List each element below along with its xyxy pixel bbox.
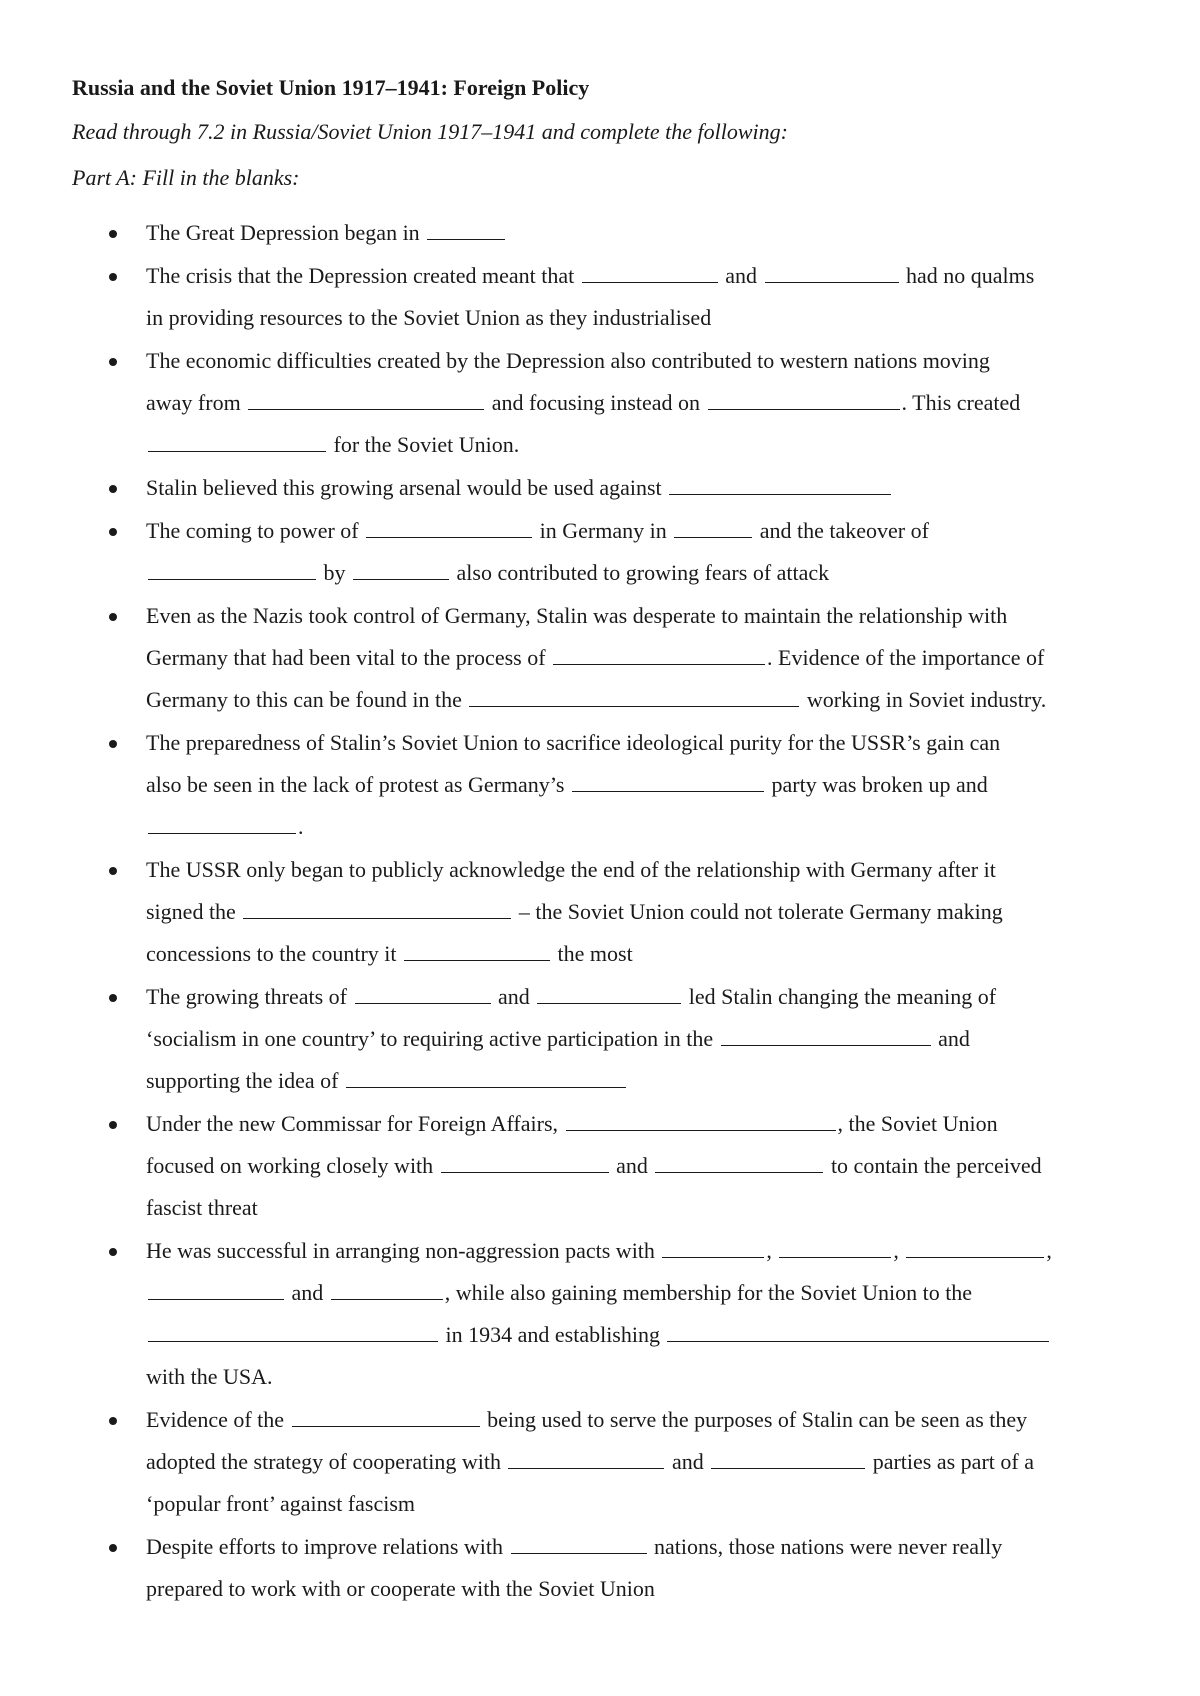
item-line	[146, 1103, 1136, 1145]
answer-blank[interactable]	[508, 1448, 664, 1469]
item-line	[146, 255, 1136, 297]
answer-blank[interactable]	[572, 771, 764, 792]
item-line	[146, 806, 1136, 848]
item-line	[146, 1230, 1136, 1272]
item-line	[146, 595, 1136, 637]
item-text: being used to serve the purposes of Stalin can be seen as they	[481, 1407, 1028, 1432]
answer-blank[interactable]	[148, 813, 296, 834]
answer-blank[interactable]	[674, 517, 752, 538]
answer-blank[interactable]	[566, 1110, 836, 1131]
answer-blank[interactable]	[243, 898, 511, 919]
bullet-icon	[109, 613, 117, 621]
bullet-icon	[109, 230, 117, 238]
list-item	[0, 722, 1136, 848]
item-line	[146, 424, 1136, 466]
item-text: The Great Depression began in	[146, 220, 426, 245]
answer-blank[interactable]	[248, 389, 484, 410]
list-item	[0, 212, 1136, 254]
item-line	[146, 1272, 1136, 1314]
answer-blank[interactable]	[355, 983, 491, 1004]
item-text: working in Soviet industry.	[801, 687, 1047, 712]
answer-blank[interactable]	[331, 1279, 443, 1300]
item-text: . This created	[901, 390, 1021, 415]
answer-blank[interactable]	[353, 559, 449, 580]
item-text: – the Soviet Union could not tolerate Germany making	[513, 899, 1003, 924]
item-text: in providing resources to the Soviet Union as they industrialised	[146, 305, 712, 330]
item-text: to contain the perceived	[825, 1153, 1042, 1178]
item-text: had no qualms	[900, 263, 1035, 288]
item-line	[146, 1399, 1136, 1441]
bullet-icon	[109, 1121, 117, 1129]
item-line	[146, 510, 1136, 552]
item-line	[146, 552, 1136, 594]
bullet-icon	[109, 1544, 117, 1552]
item-text: nations, those nations were never really	[648, 1534, 1003, 1559]
item-text: The USSR only began to publicly acknowledge the end of the relationship with Germany after it	[146, 857, 996, 882]
answer-blank[interactable]	[511, 1533, 647, 1554]
item-text: The preparedness of Stalin’s Soviet Union to sacrifice ideological purity for the USSR’s gain can	[146, 730, 1001, 755]
item-text: by	[318, 560, 351, 585]
answer-blank[interactable]	[708, 389, 900, 410]
answer-blank[interactable]	[366, 517, 532, 538]
answer-blank[interactable]	[537, 983, 681, 1004]
answer-blank[interactable]	[655, 1152, 823, 1173]
answer-blank[interactable]	[148, 1321, 438, 1342]
item-text: with the USA.	[146, 1364, 273, 1389]
bullet-icon	[109, 994, 117, 1002]
item-text: ,	[1046, 1238, 1052, 1263]
list-item	[0, 595, 1136, 721]
list-item	[0, 340, 1136, 466]
answer-blank[interactable]	[469, 686, 799, 707]
item-text: , while also gaining membership for the Soviet Union to the	[444, 1280, 973, 1305]
item-line	[146, 976, 1136, 1018]
answer-blank[interactable]	[582, 262, 718, 283]
item-text: for the Soviet Union.	[328, 432, 520, 457]
item-text: ,	[893, 1238, 905, 1263]
item-text: Germany to this can be found in the	[146, 687, 468, 712]
item-text: Evidence of the	[146, 1407, 290, 1432]
bullet-icon	[109, 1248, 117, 1256]
bullet-icon	[109, 1417, 117, 1425]
list-item	[0, 1399, 1136, 1525]
item-text: fascist threat	[146, 1195, 258, 1220]
answer-blank[interactable]	[441, 1152, 609, 1173]
bullet-icon	[109, 485, 117, 493]
item-line	[146, 382, 1136, 424]
list-item	[0, 849, 1136, 975]
bullet-icon	[109, 358, 117, 366]
item-text: Stalin believed this growing arsenal would be used against	[146, 475, 668, 500]
item-text: parties as part of a	[867, 1449, 1034, 1474]
item-line	[146, 1441, 1136, 1483]
bullet-icon	[109, 740, 117, 748]
item-text: and	[492, 984, 536, 1009]
item-line	[146, 764, 1136, 806]
answer-blank[interactable]	[292, 1406, 480, 1427]
item-text: Germany that had been vital to the process of	[146, 645, 552, 670]
item-text: concessions to the country it	[146, 941, 403, 966]
item-line	[146, 1483, 1136, 1525]
item-text: ,	[766, 1238, 778, 1263]
item-text: in Germany in	[534, 518, 673, 543]
item-line	[146, 340, 1136, 382]
item-line	[146, 849, 1136, 891]
item-line	[146, 1356, 1136, 1398]
answer-blank[interactable]	[404, 940, 550, 961]
answer-blank[interactable]	[765, 262, 899, 283]
list-item	[0, 976, 1136, 1102]
item-text: , the Soviet Union	[837, 1111, 998, 1136]
item-line	[146, 297, 1136, 339]
item-text: .	[298, 814, 304, 839]
item-text: also contributed to growing fears of attack	[451, 560, 830, 585]
item-line	[146, 212, 1136, 254]
item-text: in 1934 and establishing	[440, 1322, 666, 1347]
item-line	[146, 891, 1136, 933]
item-text: . Evidence of the importance of	[767, 645, 1045, 670]
item-text: He was successful in arranging non-aggression pacts with	[146, 1238, 661, 1263]
reading-instructions: Read through 7.2 in Russia/Soviet Union 1917–1941 and complete the following:	[72, 119, 788, 144]
list-item	[0, 510, 1136, 594]
item-line	[146, 467, 1136, 509]
item-text: The crisis that the Depression created meant that	[146, 263, 580, 288]
list-item	[0, 1230, 1136, 1398]
item-text: and	[932, 1026, 970, 1051]
item-text: focused on working closely with	[146, 1153, 439, 1178]
item-text: supporting the idea of	[146, 1068, 344, 1093]
item-text: away from	[146, 390, 247, 415]
item-text: led Stalin changing the meaning of	[683, 984, 997, 1009]
bullet-icon	[109, 867, 117, 875]
answer-blank[interactable]	[553, 644, 765, 665]
list-item	[0, 1526, 1136, 1610]
item-text: The economic difficulties created by the Depression also contributed to western nations moving	[146, 348, 990, 373]
item-text: The coming to power of	[146, 518, 365, 543]
answer-blank[interactable]	[148, 559, 316, 580]
answer-blank[interactable]	[779, 1237, 891, 1258]
item-line	[146, 1145, 1136, 1187]
item-line	[146, 1568, 1136, 1610]
item-text: Even as the Nazis took control of Germany, Stalin was desperate to maintain the relationship with	[146, 603, 1008, 628]
item-text: and focusing instead on	[486, 390, 706, 415]
item-line	[146, 1060, 1136, 1102]
item-text: the most	[552, 941, 633, 966]
item-text: ‘socialism in one country’ to requiring active participation in the	[146, 1026, 719, 1051]
list-item	[0, 255, 1136, 339]
item-text: and	[286, 1280, 329, 1305]
item-text: and	[610, 1153, 654, 1178]
item-line	[146, 1526, 1136, 1568]
part-a-heading: Part A: Fill in the blanks:	[72, 165, 300, 190]
item-text: Despite efforts to improve relations with	[146, 1534, 509, 1559]
item-text: and the takeover of	[754, 518, 929, 543]
answer-blank[interactable]	[669, 474, 891, 495]
item-text: also be seen in the lack of protest as Germany’s	[146, 772, 570, 797]
bullet-icon	[109, 273, 117, 281]
answer-blank[interactable]	[906, 1237, 1044, 1258]
item-text: adopted the strategy of cooperating with	[146, 1449, 507, 1474]
answer-blank[interactable]	[346, 1067, 626, 1088]
item-line	[146, 722, 1136, 764]
answer-blank[interactable]	[667, 1321, 1049, 1342]
item-line	[146, 637, 1136, 679]
answer-blank[interactable]	[711, 1448, 865, 1469]
answer-blank[interactable]	[662, 1237, 764, 1258]
item-text: prepared to work with or cooperate with the Soviet Union	[146, 1576, 655, 1601]
bullet-icon	[109, 528, 117, 536]
item-text: and	[666, 1449, 710, 1474]
item-text: ‘popular front’ against fascism	[146, 1491, 416, 1516]
item-line	[146, 933, 1136, 975]
item-line	[146, 1187, 1136, 1229]
item-line	[146, 679, 1136, 721]
list-item	[0, 467, 1136, 509]
item-text: The growing threats of	[146, 984, 353, 1009]
answer-blank[interactable]	[148, 431, 326, 452]
item-text: and	[719, 263, 763, 288]
item-text: party was broken up and	[765, 772, 988, 797]
item-text: signed the	[146, 899, 242, 924]
fill-in-blank-list	[0, 212, 1200, 1611]
answer-blank[interactable]	[721, 1025, 931, 1046]
item-line	[146, 1314, 1136, 1356]
worksheet-title: Russia and the Soviet Union 1917–1941: Foreign Policy	[72, 75, 590, 100]
answer-blank[interactable]	[427, 219, 505, 240]
item-line	[146, 1018, 1136, 1060]
answer-blank[interactable]	[148, 1279, 284, 1300]
item-text: Under the new Commissar for Foreign Affairs,	[146, 1111, 564, 1136]
list-item	[0, 1103, 1136, 1229]
